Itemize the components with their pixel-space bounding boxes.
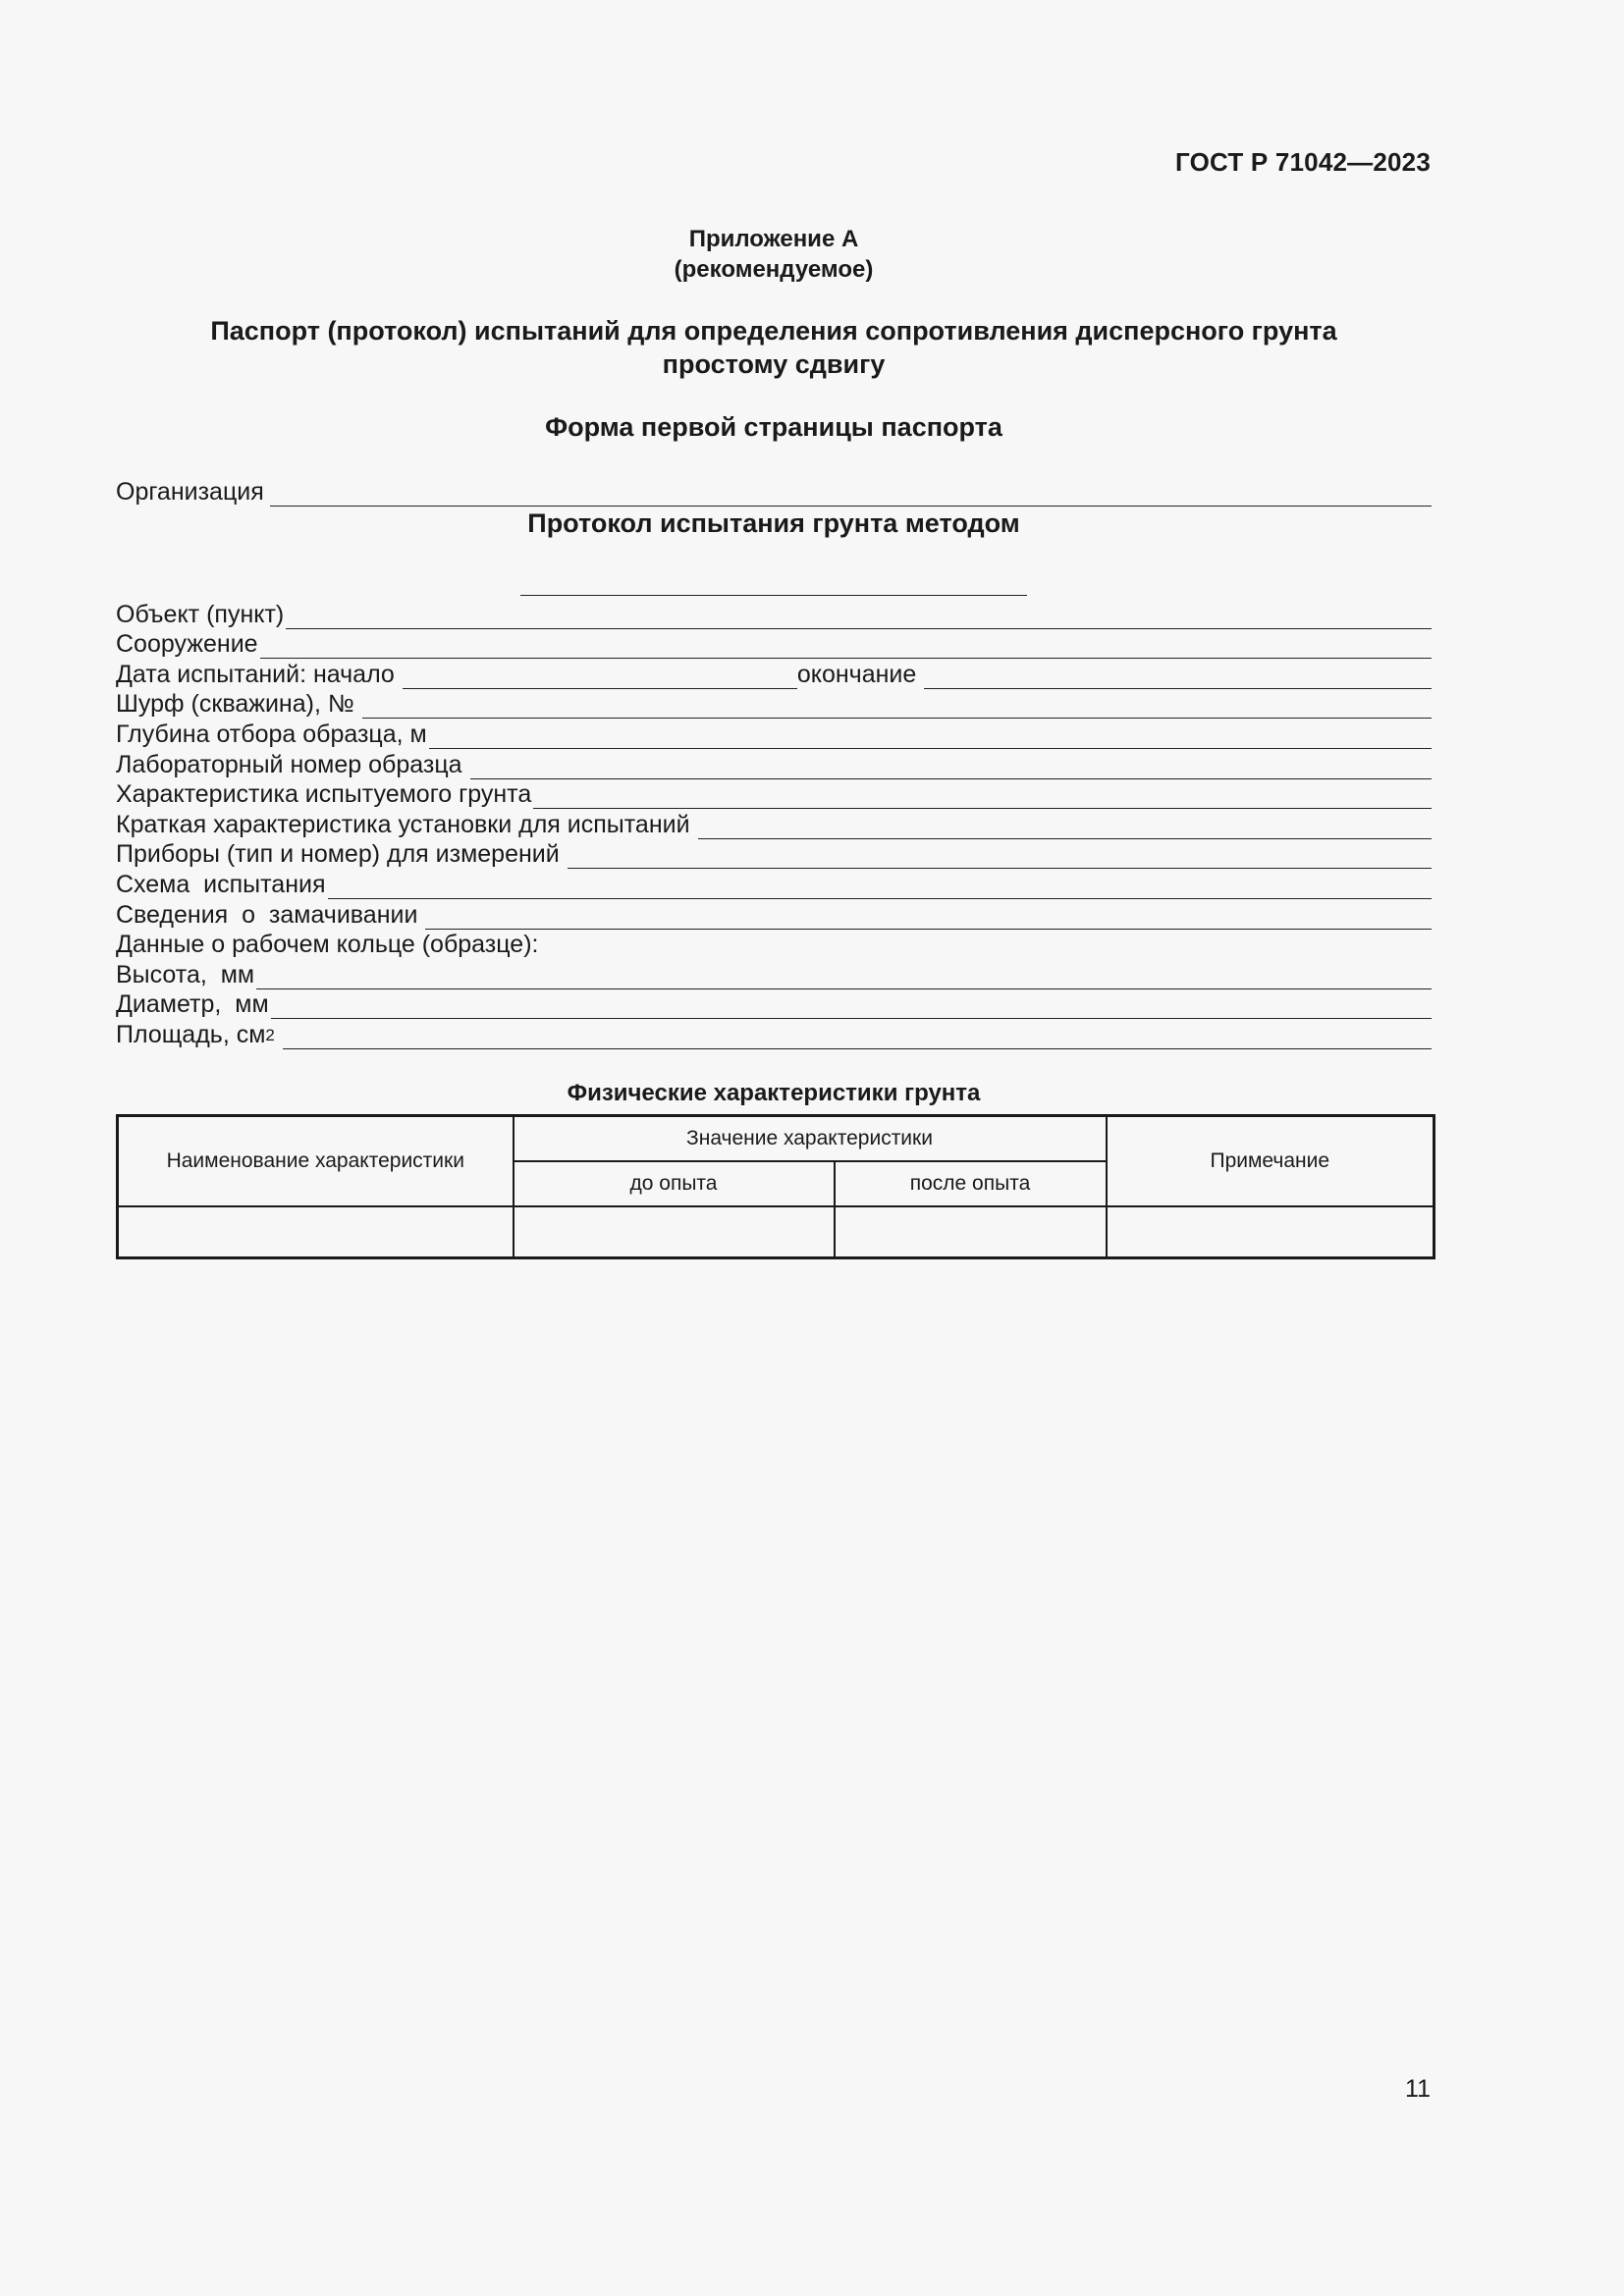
table-cell-before[interactable]: [514, 1206, 835, 1258]
soil-char-label: Характеристика испытуемого грунта: [116, 780, 532, 809]
field-row-scheme: [116, 869, 1432, 899]
area-field[interactable]: [283, 1027, 1432, 1049]
scheme-label: Схема испытания: [116, 870, 326, 898]
test-date-end-label: окончание: [796, 660, 917, 688]
field-row-test-date: [116, 659, 1432, 689]
soil-char-field[interactable]: [533, 786, 1432, 809]
table-cell-name[interactable]: [118, 1206, 514, 1258]
field-row-soil-char: [116, 779, 1432, 810]
field-row-object: [116, 599, 1432, 629]
form-subtitle: Форма первой страницы паспорта: [545, 412, 1002, 442]
field-row-depth: [116, 719, 1432, 749]
field-row-soaking: [116, 899, 1432, 930]
soaking-label: Сведения о замачивании: [116, 900, 418, 929]
table-cell-after[interactable]: [835, 1206, 1107, 1258]
field-row-devices: [116, 839, 1432, 870]
field-row-height: [116, 959, 1432, 989]
protocol-title: Протокол испытания грунта методом: [527, 508, 1020, 538]
column-header-before: до опыта: [514, 1161, 835, 1206]
page-number: 11: [1405, 2075, 1431, 2103]
scheme-field[interactable]: [328, 877, 1432, 899]
column-header-value: Значение характеристики: [514, 1116, 1107, 1161]
structure-field[interactable]: [260, 636, 1432, 659]
diameter-field[interactable]: [271, 996, 1432, 1019]
pit-field[interactable]: [362, 696, 1432, 719]
field-row-pit: [116, 689, 1432, 720]
setup-field[interactable]: [698, 817, 1432, 839]
table-header-row: [118, 1116, 1435, 1161]
field-row-ring-data: [116, 930, 1432, 960]
area-superscript: 2: [265, 1025, 275, 1044]
depth-field[interactable]: [429, 726, 1432, 749]
field-row-structure: [116, 629, 1432, 660]
lab-number-label: Лабораторный номер образца: [116, 750, 462, 778]
setup-label: Краткая характеристика установки для испытаний: [116, 810, 690, 838]
appendix-status: (рекомендуемое): [674, 256, 874, 283]
table-row: [118, 1206, 1435, 1258]
field-row-diameter: [116, 989, 1432, 1020]
table-cell-note[interactable]: [1107, 1206, 1435, 1258]
title-line-1: Паспорт (протокол) испытаний для определения сопротивления дисперсного грунта: [210, 316, 1337, 346]
column-header-name: Наименование характеристики: [118, 1116, 514, 1206]
object-field[interactable]: [286, 607, 1432, 629]
field-row-setup: [116, 809, 1432, 839]
table-title: Физические характеристики грунта: [567, 1080, 981, 1106]
field-row-lab-number: [116, 749, 1432, 779]
standard-number: ГОСТ Р 71042—2023: [1175, 147, 1431, 177]
appendix-heading: [116, 224, 1432, 285]
pit-label: Шурф (скважина), №: [116, 690, 354, 719]
structure-label: Сооружение: [116, 630, 258, 659]
area-label: Площадь, см: [116, 1020, 266, 1048]
field-row-area: [116, 1019, 1432, 1049]
organization-field[interactable]: [270, 481, 1432, 507]
organization-label: Организация: [116, 478, 264, 506]
object-label: Объект (пункт): [116, 600, 285, 628]
diameter-label: Диаметр, мм: [116, 990, 269, 1019]
height-label: Высота, мм: [116, 960, 255, 988]
appendix-label: Приложение А: [688, 226, 859, 252]
soaking-field[interactable]: [425, 907, 1432, 930]
height-field[interactable]: [256, 967, 1432, 989]
depth-label: Глубина отбора образца, м: [116, 720, 427, 748]
test-date-start-label: Дата испытаний: начало: [116, 660, 395, 688]
title-line-2: простому сдвигу: [662, 349, 886, 379]
form-fields: [116, 599, 1432, 1049]
organization-row: [116, 475, 1432, 507]
lab-number-field[interactable]: [470, 757, 1432, 779]
column-header-note: Примечание: [1107, 1116, 1435, 1206]
document-title: [116, 314, 1432, 381]
devices-field[interactable]: [568, 846, 1432, 869]
test-date-start-field[interactable]: [403, 667, 797, 689]
devices-label: Приборы (тип и номер) для измерений: [116, 840, 560, 869]
method-field[interactable]: [520, 595, 1027, 596]
ring-data-label: Данные о рабочем кольце (образце):: [116, 931, 539, 959]
test-date-end-field[interactable]: [924, 667, 1432, 689]
column-header-after: после опыта: [835, 1161, 1107, 1206]
physical-characteristics-table: [116, 1114, 1435, 1259]
